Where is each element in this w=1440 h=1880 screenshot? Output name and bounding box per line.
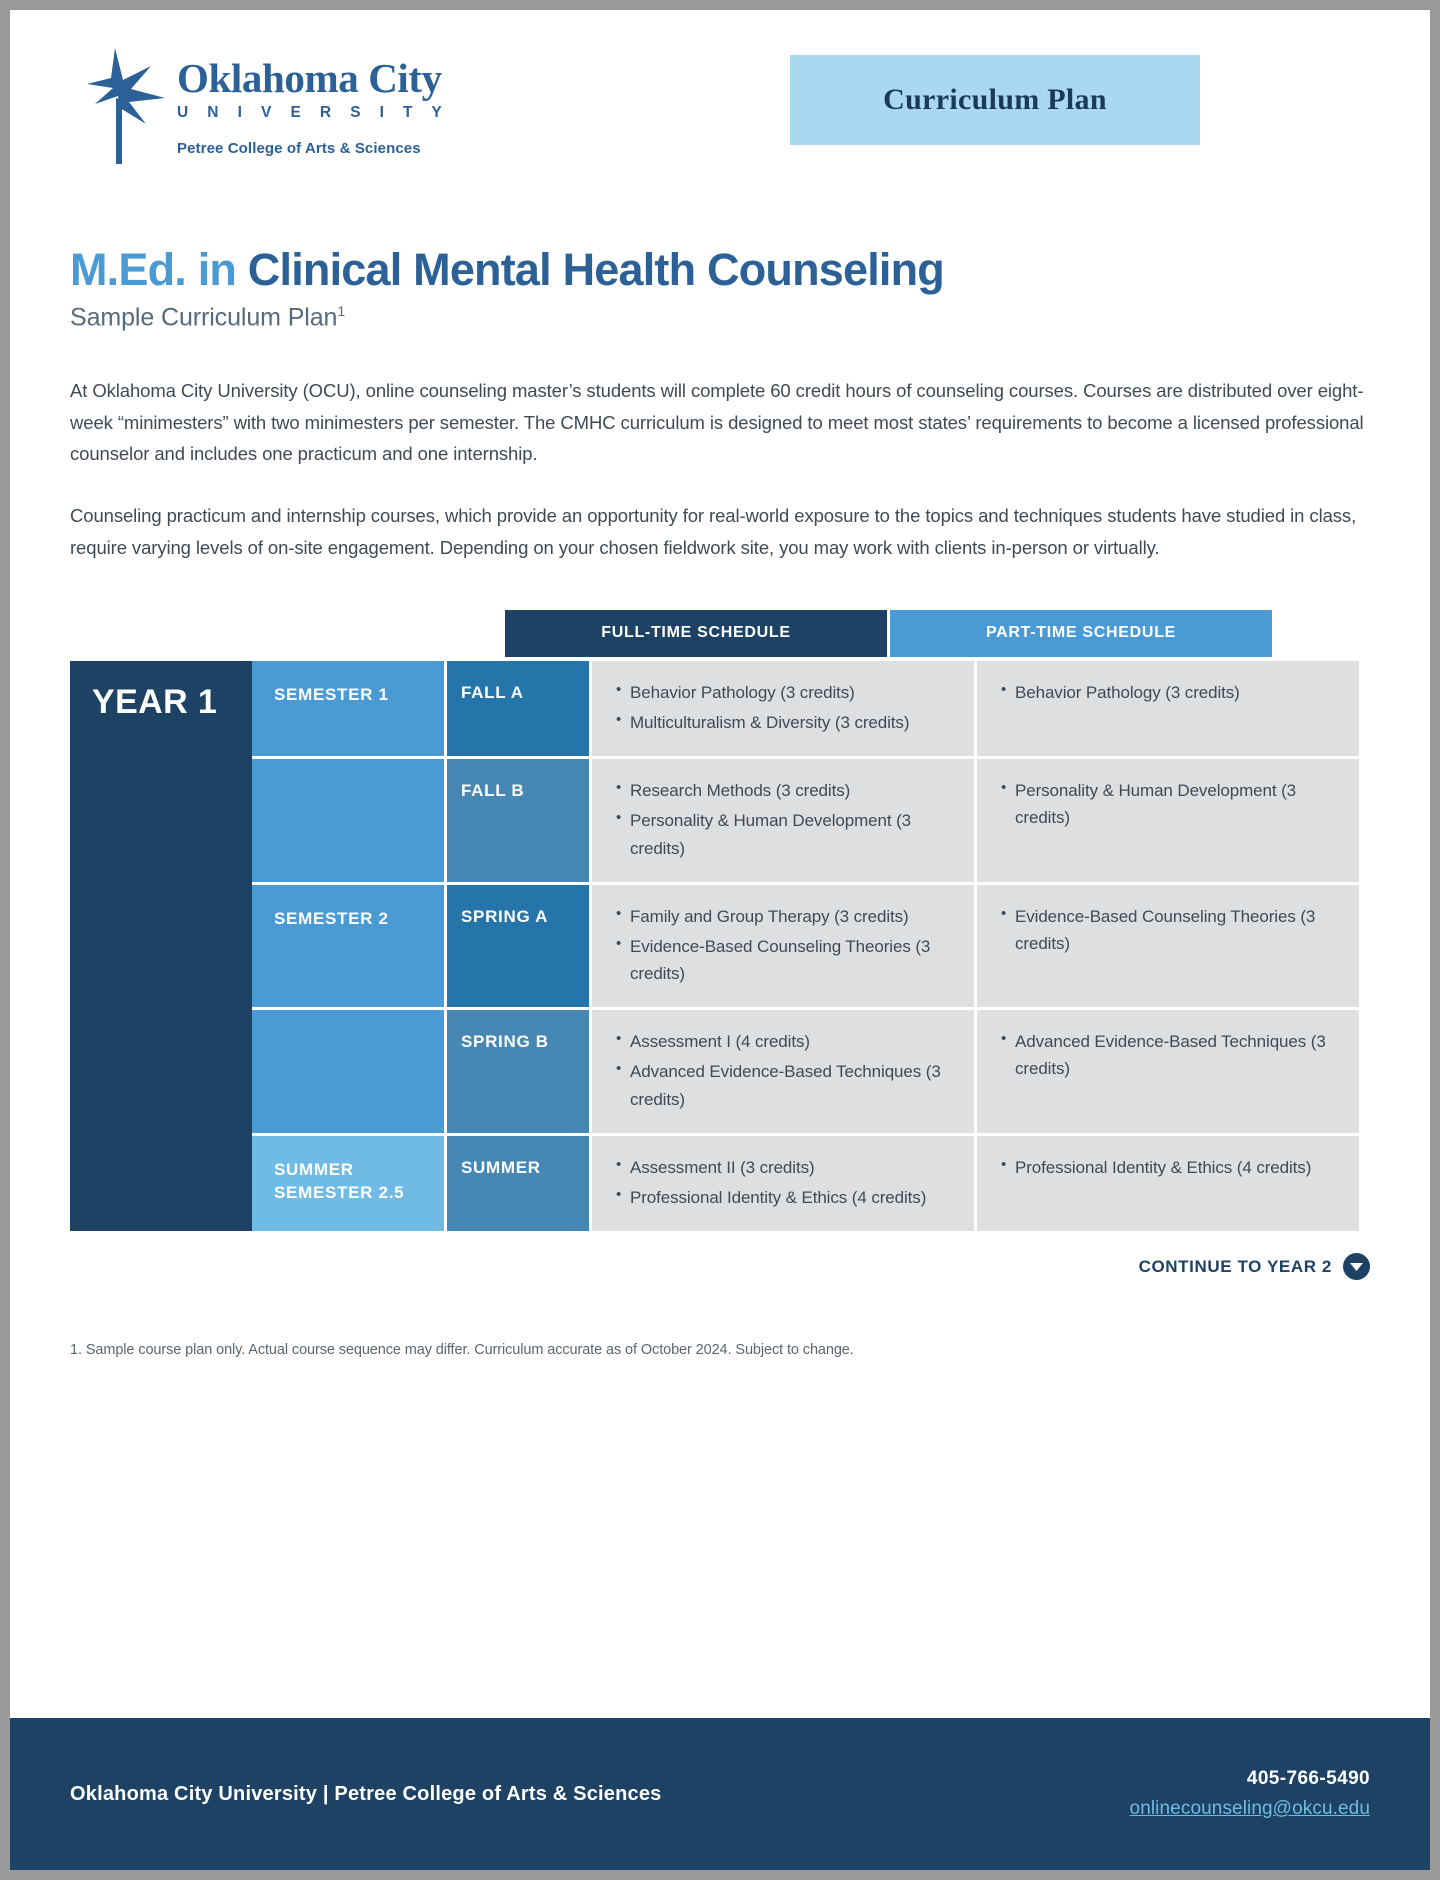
semester-cell: SEMESTER 1 [252,661,444,756]
course-list [614,679,952,736]
continue-label: CONTINUE TO YEAR 2 [1138,1256,1332,1276]
course-item: • Advanced Evidence-Based Techniques (3 credits) [614,1058,952,1112]
page-subtitle-text: Sample Curriculum Plan [70,303,338,332]
semester-cell: SUMMER SEMESTER 2.5 [252,1136,444,1231]
curriculum-plan-badge-label: Curriculum Plan [883,83,1107,116]
course-item: • Personality & Human Development (3 credits) [614,807,952,861]
term-cell: SPRING A [447,885,589,1008]
page-title-degree: M.Ed. in [70,244,248,295]
course-item: • Behavior Pathology (3 credits) [999,679,1337,706]
ocu-star-logo-icon [85,46,167,164]
page-title [70,245,1370,295]
course-item: • Personality & Human Development (3 credits) [999,777,1337,831]
term-cell: FALL A [447,661,589,756]
course-list [614,777,952,862]
part-time-schedule-header: PART-TIME SCHEDULE [890,610,1272,657]
course-list [614,903,952,988]
semester-cell: SEMESTER 2 [252,885,444,1008]
course-item: • Advanced Evidence-Based Techniques (3 credits) [999,1028,1337,1082]
course-list [999,1028,1337,1082]
course-list [999,777,1337,831]
course-list [614,1154,952,1211]
course-item: • Research Methods (3 credits) [614,777,952,804]
course-item: • Assessment I (4 credits) [614,1028,952,1055]
course-item: • Family and Group Therapy (3 credits) [614,903,952,930]
table-row [252,1010,1370,1133]
curriculum-table [10,610,1430,1231]
part-time-courses-cell [977,885,1359,1008]
page-subtitle-footnote-marker: 1 [337,303,346,320]
term-cell: SUMMER [447,1136,589,1231]
intro-paragraph-2: Counseling practicum and internship courses, which provide an opportunity for real-world exposure to the topics and techniques students have studied in class, require varying levels of on-site engagement. Depending on your chosen fieldwork site, you may work with clients in-person or virtually. [70,505,1357,558]
course-list [999,679,1337,706]
logo-university-word: U N I V E R S I T Y [177,104,450,121]
table-row [252,885,1370,1008]
curriculum-plan-badge [790,55,1200,145]
page-subtitle [70,303,1370,332]
full-time-courses-cell [592,1010,974,1133]
logo-university-name: Oklahoma City [177,55,442,101]
footnote: 1. Sample course plan only. Actual course sequence may differ. Curriculum accurate as of October 2024. Subject to change. [70,1342,854,1359]
page-title-program: Clinical Mental Health Counseling [247,244,944,295]
full-time-courses-cell [592,661,974,756]
document-page [10,10,1430,1870]
course-item: • Evidence-Based Counseling Theories (3 credits) [999,903,1337,957]
course-item: • Multiculturalism & Diversity (3 credits) [614,709,952,736]
semester-cell [252,1010,444,1133]
table-row [252,759,1370,882]
footer-email-link[interactable]: onlinecounseling@okcu.edu [1129,1798,1370,1819]
full-time-courses-cell [592,885,974,1008]
curriculum-grid [70,661,1370,1231]
part-time-courses-cell [977,1136,1359,1231]
full-time-schedule-header: FULL-TIME SCHEDULE [505,610,887,657]
course-list [999,903,1337,957]
title-block [10,190,1430,333]
intro-copy [10,375,1430,564]
schedule-column-headers [505,610,1370,657]
course-item: • Evidence-Based Counseling Theories (3 credits) [614,933,952,987]
curriculum-rows [252,661,1370,1231]
table-row [252,1136,1370,1231]
page-header [10,10,1430,190]
semester-cell [252,759,444,882]
intro-paragraph-1: At Oklahoma City University (OCU), online counseling master’s students will complete 60 credit hours of counseling courses. Courses are distributed over eight-week “minimesters” with two minimesters per semester. The CMHC curriculum is designed to meet most states’ requirements to become a licensed professional counselor and includes one practicum and one internship. [70,379,1364,465]
part-time-courses-cell [977,1010,1359,1133]
course-list [614,1028,952,1113]
logo-wordmark [177,46,449,157]
part-time-courses-cell [977,759,1359,882]
logo-college-name: Petree College of Arts & Sciences [177,140,421,157]
full-time-courses-cell [592,759,974,882]
page-footer [10,1718,1430,1870]
table-row [252,661,1370,756]
part-time-courses-cell [977,661,1359,756]
course-item: • Behavior Pathology (3 credits) [614,679,952,706]
term-cell: SPRING B [447,1010,589,1133]
footer-phone[interactable]: 405-766-5490 [1246,1768,1370,1789]
university-logo [85,46,449,164]
continue-to-year-2[interactable] [10,1253,1430,1280]
footer-contact [1130,1768,1370,1820]
course-item: • Assessment II (3 credits) [614,1154,952,1181]
year-label-cell: YEAR 1 [70,661,252,1231]
full-time-courses-cell [592,1136,974,1231]
term-cell: FALL B [447,759,589,882]
chevron-down-icon[interactable] [1343,1253,1370,1280]
course-list [999,1154,1337,1181]
course-item: • Professional Identity & Ethics (4 credits) [999,1154,1337,1181]
course-item: • Professional Identity & Ethics (4 credits) [614,1184,952,1211]
footer-organization: Oklahoma City University | Petree College of Arts & Sciences [70,1782,662,1805]
